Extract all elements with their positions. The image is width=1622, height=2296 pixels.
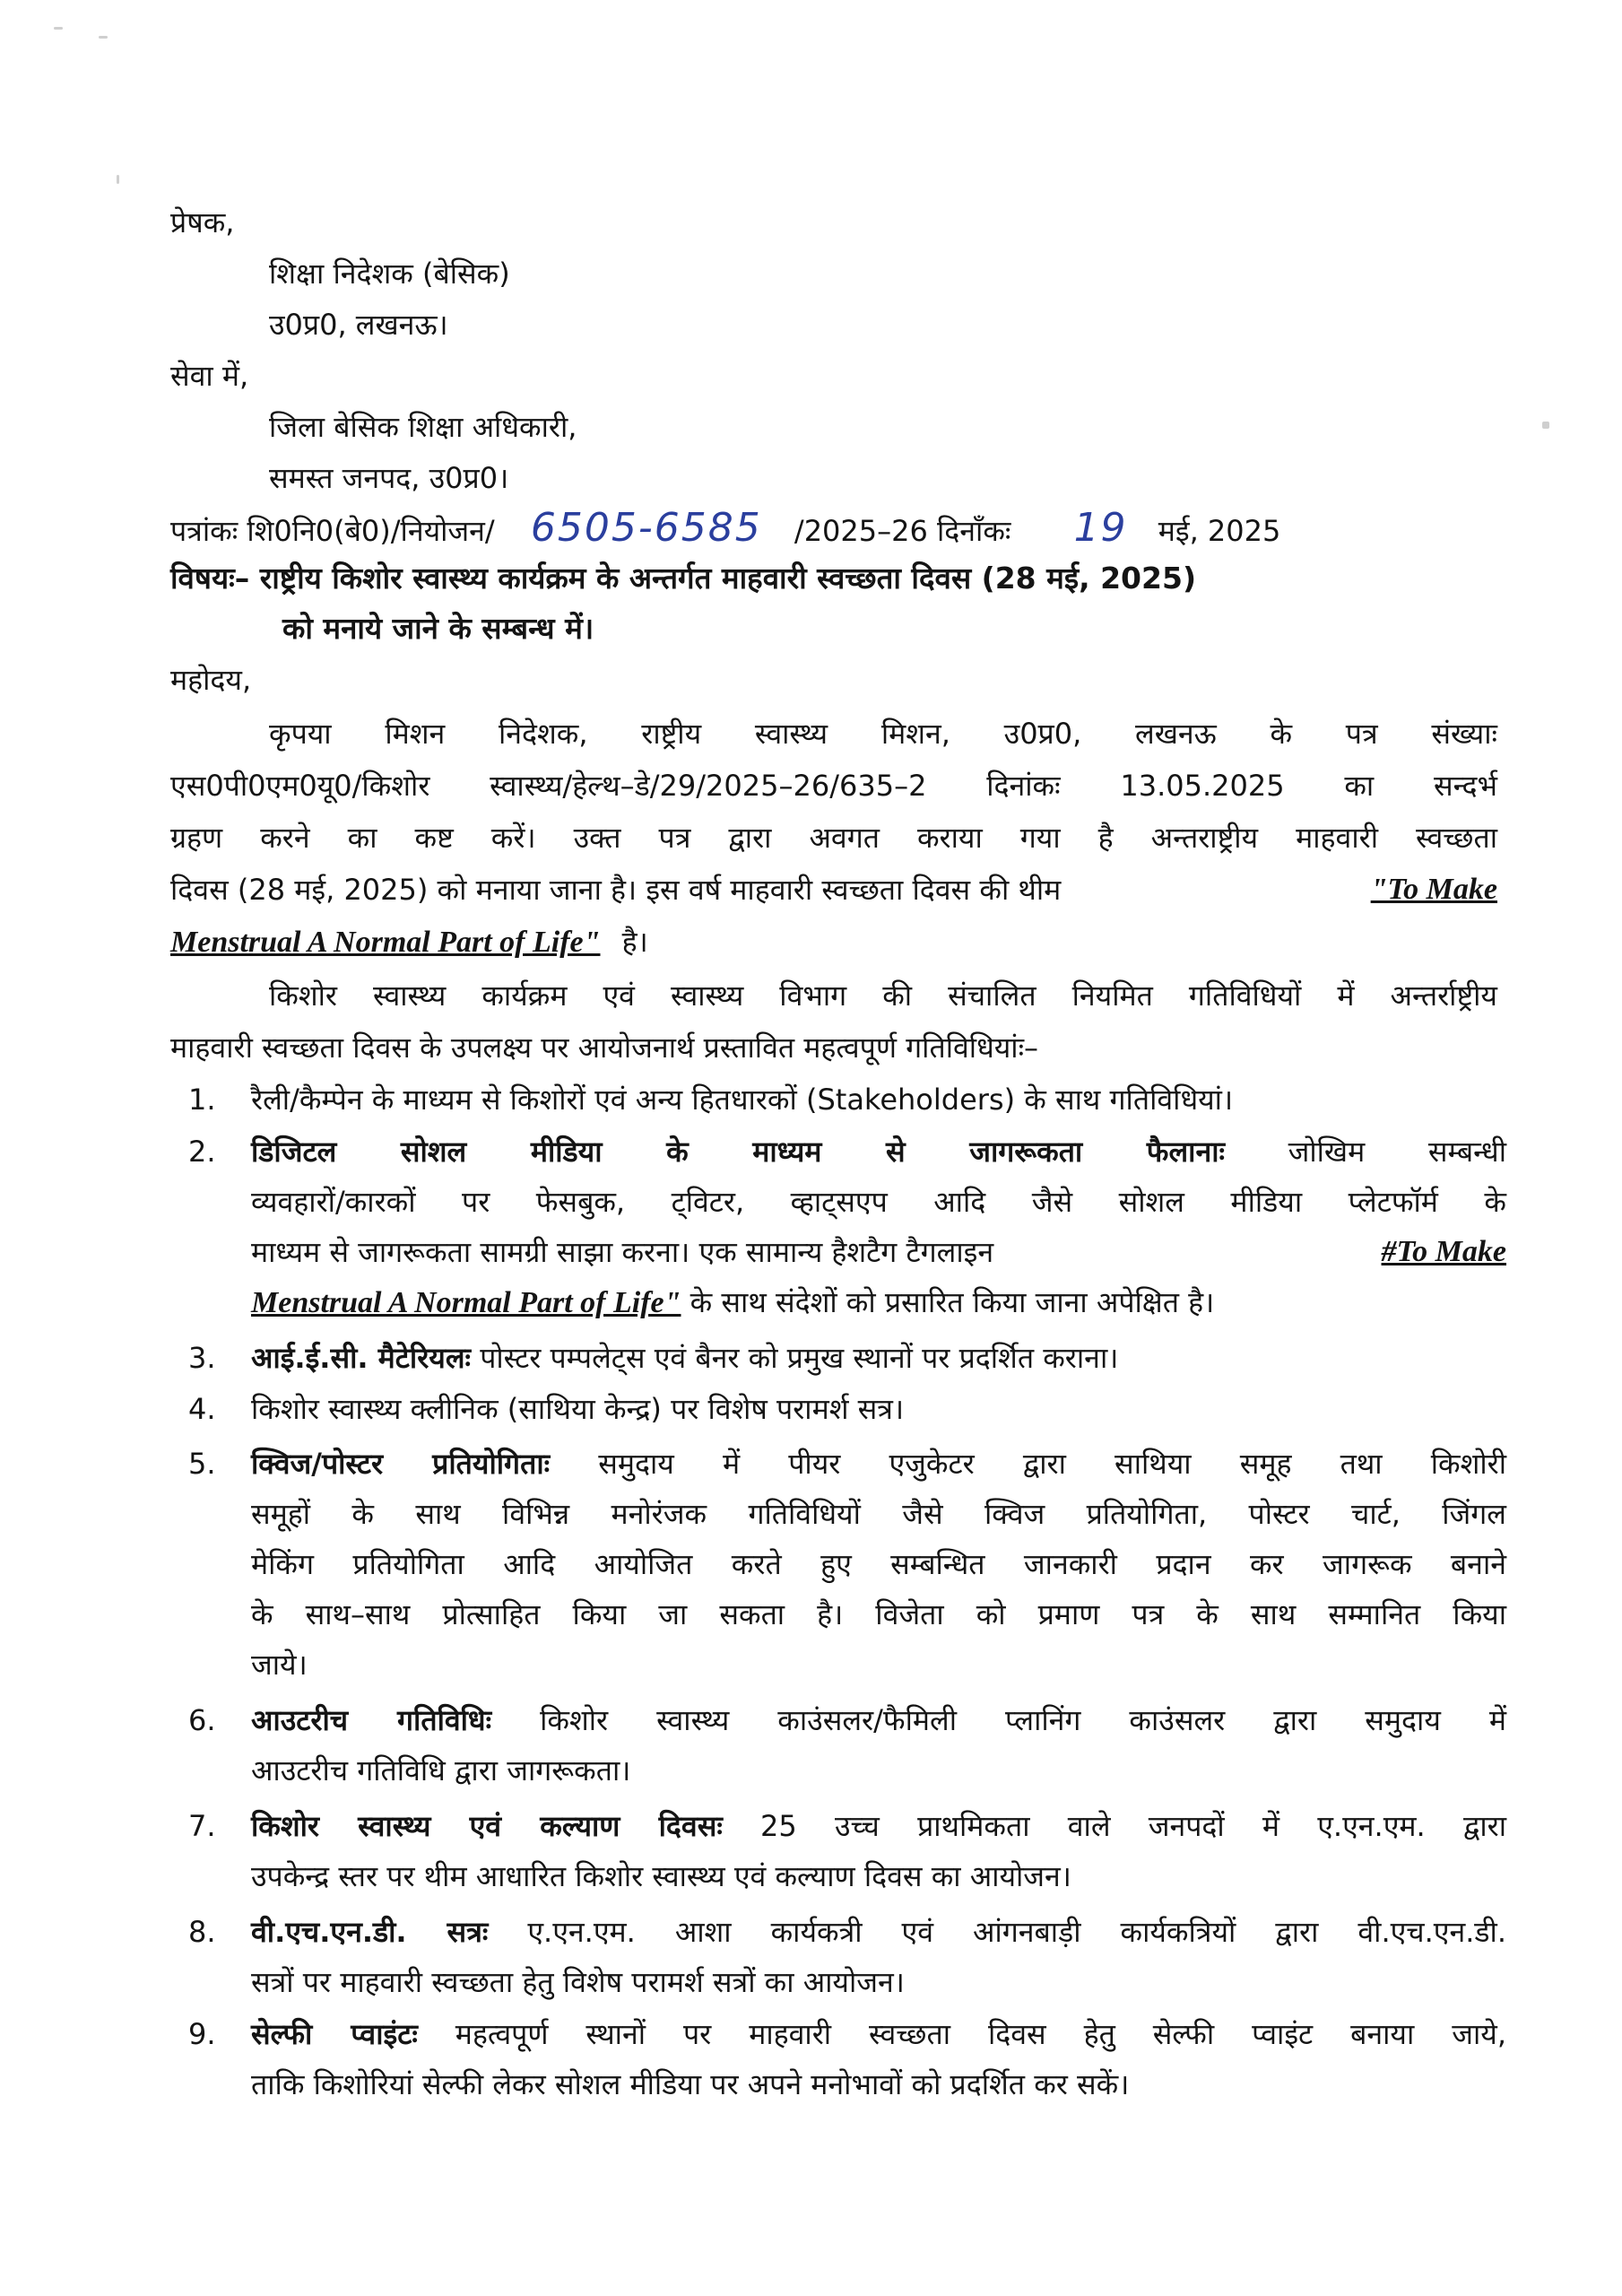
item-number: 9. [188,2017,216,2051]
item-number: 3. [188,1341,216,1375]
subject-line1: विषयः– राष्ट्रीय किशोर स्वास्थ्य कार्यक्रम के अन्तर्गत माहवारी स्वच्छता दिवस (28 मई, 2025) [170,561,1197,596]
recipient-line2: समस्त जनपद, उ0प्र0। [269,461,509,495]
item8-row2: सत्रों पर माहवारी स्वच्छता हेतु विशेष परामर्श सत्रों का आयोजन। [251,1965,905,1999]
list-item [188,2009,1506,2109]
sender-heading: प्रेषक, [170,205,235,239]
item9-title: सेल्फी प्वाइंटः [251,2017,418,2051]
item6-row2: आउटरीच गतिविधि द्वारा जागरूकता। [251,1753,631,1787]
item-number: 5. [188,1447,216,1481]
para1-line2: एस0पी0एम0यू0/किशोर स्वास्थ्य/हेल्थ–डे/29/2025–26/635–2 दिनांकः 13.05.2025 का सन्दर्भ [170,769,1497,803]
reference-suffix: मई, 2025 [1158,514,1281,548]
item5-row2: समूहों के साथ विभिन्न मनोरंजक गतिविधियों जैसे क्विज प्रतियोगिता, पोस्टर चार्ट, जिंगल [251,1497,1506,1531]
sender-line2: उ0प्र0, लखनऊ। [269,308,448,342]
item5-row1 [188,1439,1506,1489]
item8-text1: ए.एन.एम. आशा कार्यकत्री एवं आंगनबाड़ी कार्यकत्रियों द्वारा वी.एच.एन.डी. [527,1915,1507,1949]
theme-text-part1: "To Make [1370,873,1497,906]
para2-line2: माहवारी स्वच्छता दिवस के उपलक्ष्य पर आयोजनार्थ प्रस्तावित महत्वपूर्ण गतिविधियांः– [170,1031,1039,1065]
sender-line1: शिक्षा निदेशक (बेसिक) [269,257,510,291]
para1-line3: ग्रहण करने का कष्ट करें। उक्त पत्र द्वारा अवगत कराया गया है अन्तराष्ट्रीय माहवारी स्वच्छता [170,821,1497,855]
item3-title: आई.ई.सी. मैटेरियलः [251,1341,472,1375]
scan-speck [117,175,119,184]
theme-text-part2: Menstrual A Normal Part of Life" [170,926,601,959]
item5-title: क्विज/पोस्टर प्रतियोगिताः [251,1447,551,1481]
item8-row1 [188,1907,1506,1957]
item7-row1 [188,1801,1506,1851]
item6-text1: किशोर स्वास्थ्य काउंसलर/फैमिली प्लानिंग काउंसलर द्वारा समुदाय में [540,1703,1507,1737]
handwritten-day: 19 [1073,505,1128,551]
item5-text1: समुदाय में पीयर एजुकेटर द्वारा साथिया समूह तथा किशोरी [598,1447,1506,1481]
handwritten-letter-number: 6505-6585 [530,505,762,551]
item-number: 1. [188,1083,216,1117]
item-number: 7. [188,1809,216,1843]
item7-title: किशोर स्वास्थ्य एवं कल्याण दिवसः [251,1809,723,1843]
list-item [188,1695,1506,1796]
item2-row4 [188,1277,1506,1328]
item4-text: किशोर स्वास्थ्य क्लीनिक (साथिया केन्द्र) पर विशेष परामर्श सत्र। [251,1392,905,1426]
item1-row [188,1074,1506,1125]
hashtag-part1: #To Make [1381,1235,1506,1268]
item7-row2: उपकेन्द्र स्तर पर थीम आधारित किशोर स्वास्थ्य एवं कल्याण दिवस का आयोजन। [251,1859,1071,1893]
list-item [188,1907,1506,2007]
item2-row1 [188,1126,1506,1177]
scan-speck [99,36,108,39]
recipient-heading: सेवा में, [170,359,249,393]
item4-row [188,1384,1506,1434]
list-item [188,1126,1506,1328]
item9-row2: ताकि किशोरियां सेल्फी लेकर सोशल मीडिया पर अपने मनोभावों को प्रदर्शित कर सकें। [251,2067,1130,2101]
list-item [188,1333,1506,1383]
salutation: महोदय, [170,663,252,697]
scan-speck [1542,422,1549,429]
hashtag-part2: Menstrual A Normal Part of Life" [251,1286,681,1319]
item5-row3: मेकिंग प्रतियोगिता आदि आयोजित करते हुए सम्बन्धित जानकारी प्रदान कर जागरूक बनाने [251,1547,1506,1581]
item2-row3 [188,1227,1506,1277]
reference-middle: /2025–26 दिनाँकः [794,514,1011,548]
item3-row [188,1333,1506,1383]
para1-line4-text: दिवस (28 मई, 2025) को मनाया जाना है। इस वर्ष माहवारी स्वच्छता दिवस की थीम [170,873,1062,907]
item9-row1 [188,2009,1506,2059]
list-item [188,1384,1506,1434]
para1-line5 [170,921,648,963]
item6-title: आउटरीच गतिविधिः [251,1703,492,1737]
recipient-line1: जिला बेसिक शिक्षा अधिकारी, [269,410,577,444]
item7-text1: 25 उच्च प्राथमिकता वाले जनपदों में ए.एन.एम. द्वारा [760,1809,1507,1843]
item9-text1: महत्वपूर्ण स्थानों पर माहवारी स्वच्छता दिवस हेतु सेल्फी प्वाइंट बनाया जाये, [455,2017,1506,2051]
list-item [188,1074,1506,1125]
item-number: 6. [188,1703,216,1737]
scan-speck [54,27,63,30]
list-item [188,1801,1506,1901]
subject-line2: को मनाये जाने के सम्बन्ध में। [282,611,594,646]
reference-line [170,505,1281,552]
para1-line1: कृपया मिशन निदेशक, राष्ट्रीय स्वास्थ्य मिशन, उ0प्र0, लखनऊ के पत्र संख्याः [269,717,1497,751]
para2-line1: किशोर स्वास्थ्य कार्यक्रम एवं स्वास्थ्य विभाग की संचालित नियमित गतिविधियों में अन्तर्राष्ट्रीय [269,978,1497,1013]
item2-row2: व्यवहारों/कारकों पर फेसबुक, ट्विटर, व्हाट्सएप आदि जैसे सोशल मीडिया प्लेटफॉर्म के [251,1185,1506,1219]
item1-text: रैली/कैम्पेन के माध्यम से किशोरों एवं अन्य हितधारकों (Stakeholders) के साथ गतिविधियां। [251,1083,1234,1117]
reference-prefix: पत्रांकः शि0नि0(बे0)/नियोजन/ [170,514,495,548]
item5-row4: के साथ–साथ प्रोत्साहित किया जा सकता है। विजेता को प्रमाण पत्र के साथ सम्मानित किया [251,1597,1506,1631]
item2-row3-text: माध्यम से जागरूकता सामग्री साझा करना। एक सामान्य हैशटैग टैगलाइन [251,1235,994,1269]
item2-title: डिजिटल सोशल मीडिया के माध्यम से जागरूकता फैलानाः [251,1135,1225,1169]
item6-row1 [188,1695,1506,1745]
item-number: 4. [188,1392,216,1426]
list-item [188,1439,1506,1690]
item-number: 2. [188,1135,216,1169]
item2-row4-text: के साथ संदेशों को प्रसारित किया जाना अपेक्षित है। [690,1285,1215,1319]
item8-title: वी.एच.एन.डी. सत्रः [251,1915,489,1949]
item-number: 8. [188,1915,216,1949]
item5-row5: जाये। [251,1648,308,1682]
item3-text: पोस्टर पम्पलेट्स एवं बैनर को प्रमुख स्थानों पर प्रदर्शित कराना। [480,1341,1119,1375]
item2-text1: जोखिम सम्बन्धी [1288,1135,1506,1169]
para1-line5-end: है। [621,925,648,959]
para1-line4 [170,869,1497,910]
